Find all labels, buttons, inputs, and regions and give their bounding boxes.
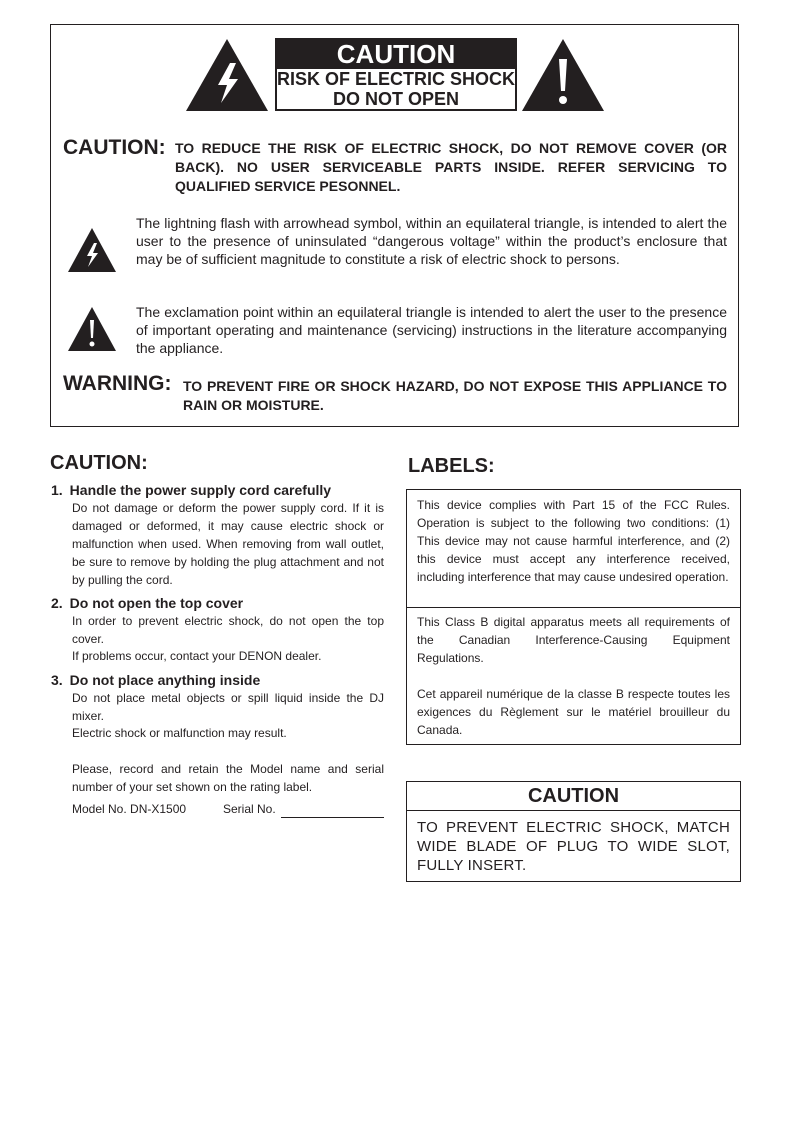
- lightning-explanation: The lightning flash with arrowhead symbol, within an equilateral triangle, is intended to alert the user to the presence of uninsulated “dangerous voltage” within the product’s enclosure that may be of sufficient magnitude to constitute a risk of electric shock to persons.: [136, 215, 727, 267]
- caution-item-1-body: Do not damage or deform the power supply cord. If it is damaged or deformed, it may cause electric shock or malfunction when used. When removing from wall outlet, be sure to remove by holding the plug attachment and not by pulling the cord.: [72, 501, 384, 587]
- caution-item-2-heading: 2. Do not open the top cover: [51, 595, 244, 611]
- labels-divider: [407, 607, 740, 608]
- plug-caution-box: [406, 781, 741, 882]
- canada-statement-en: This Class B digital apparatus meets all requirements of the Canadian Interference-Causing Equipment Regulations.: [417, 615, 730, 665]
- warning-text: TO PREVENT FIRE OR SHOCK HAZARD, DO NOT EXPOSE THIS APPLIANCE TO RAIN OR MOISTURE.: [183, 378, 727, 413]
- plug-caution-text: TO PREVENT ELECTRIC SHOCK, MATCH WIDE BLADE OF PLUG TO WIDE SLOT, FULLY INSERT.: [417, 819, 730, 874]
- caution-item-2-body: In order to prevent electric shock, do not open the top cover.: [72, 614, 384, 646]
- caution-item-3-result: Electric shock or malfunction may result.: [72, 726, 287, 740]
- exclamation-symbol-icon: [68, 307, 116, 351]
- caution-text: TO REDUCE THE RISK OF ELECTRIC SHOCK, DO NOT REMOVE COVER (OR BACK). NO USER SERVICEABLE PARTS INSIDE. REFER SERVICING TO QUALIFIED SERVICE PESONNEL.: [175, 140, 727, 194]
- lightning-warning-icon: [186, 39, 268, 111]
- labels-section-title: LABELS:: [408, 455, 495, 477]
- caution-item-3-body: Do not place metal objects or spill liquid inside the DJ mixer.: [72, 691, 384, 723]
- caution-header-title: CAUTION: [277, 40, 515, 69]
- caution-section-title: CAUTION:: [50, 452, 148, 474]
- caution-item-1-heading: 1. Handle the power supply cord carefully: [51, 482, 332, 498]
- warning-label: WARNING:: [63, 372, 172, 395]
- serial-label: Serial No.: [223, 802, 276, 816]
- lightning-symbol-icon: [68, 228, 116, 272]
- caution-label: CAUTION:: [63, 136, 166, 159]
- canada-statement-fr: Cet appareil numérique de la classe B respecte toutes les exigences du Règlement sur le matériel brouilleur du Canada.: [417, 687, 730, 737]
- caution-header-line2: DO NOT OPEN: [332, 89, 459, 109]
- exclamation-warning-icon: [522, 39, 604, 111]
- caution-item-3-heading: 3. Do not place anything inside: [51, 672, 261, 688]
- plug-caution-title: CAUTION: [407, 782, 740, 811]
- exclamation-explanation: The exclamation point within an equilateral triangle is intended to alert the user to the presence of important operating and maintenance (servicing) instructions in the literature accompanying the appliance.: [136, 304, 727, 356]
- labels-box: [406, 489, 741, 745]
- record-instruction: Please, record and retain the Model name and serial number of your set shown on the rating label.: [72, 762, 384, 794]
- model-number: Model No. DN-X1500: [72, 802, 187, 816]
- serial-number-blank: [281, 817, 384, 818]
- fcc-statement: This device complies with Part 15 of the FCC Rules. Operation is subject to the following two conditions: (1) This device may not cause harmful interference, and (2) this device must accept any interference received, including interference that may cause undesired operation.: [417, 498, 730, 584]
- caution-item-2-dealer: If problems occur, contact your DENON dealer.: [72, 649, 322, 663]
- caution-header-line1: RISK OF ELECTRIC SHOCK: [277, 69, 516, 89]
- caution-header-box: [275, 38, 517, 111]
